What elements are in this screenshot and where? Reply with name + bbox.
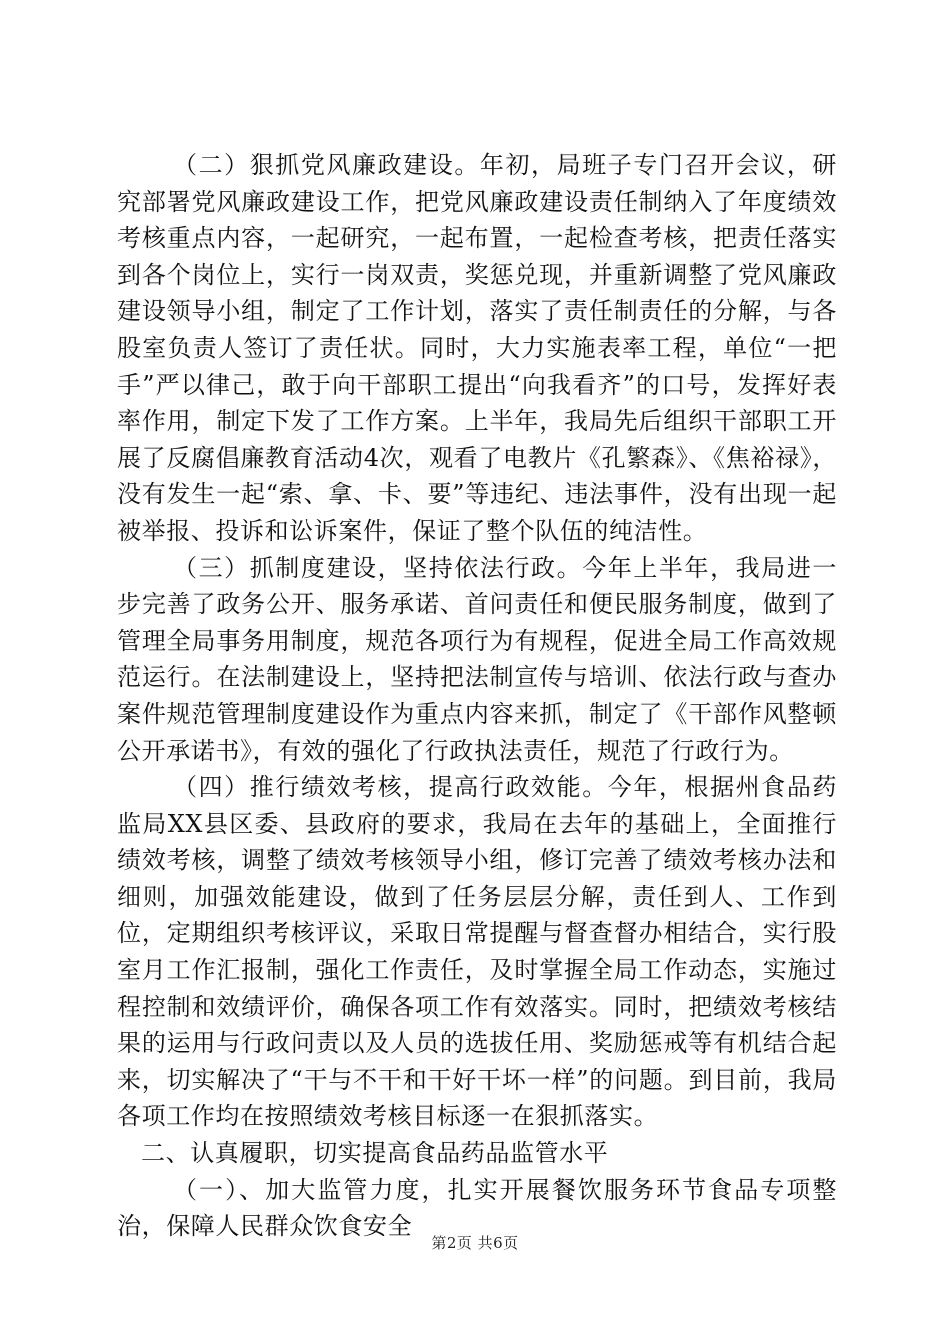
document-body [117, 147, 837, 1245]
subsection-heading-supervision: （一）、加大监管力度，扎实开展餐饮服务环节食品专项整治，保障人民群众饮食安全 [117, 1175, 837, 1241]
section-heading-duties: 二、认真履职，切实提高食品药品监管水平 [141, 1139, 609, 1168]
paragraph-institution-building: （三）抓制度建设，坚持依法行政。今年上半年，我局进一步完善了政务公开、服务承诺、首问责任和便民服务制度，做到了管理全局事务用制度，规范各项行为有规程，促进全局工作高效规范运行。在法制建设上，坚持把法制宣传与培训、依法行政与查办案件规范管理制度建设作为重点内容来抓，制定了《干部作风整顿公开承诺书》，有效的强化了行政执法责任，规范了行政行为。 [117, 553, 837, 765]
page-number-footer: 第2页 共6页 [431, 1234, 519, 1252]
paragraph-performance-assessment: （四）推行绩效考核，提高行政效能。今年，根据州食品药监局XX县区委、县政府的要求，我局在去年的基础上，全面推行绩效考核，调整了绩效考核领导小组，修订完善了绩效考核办法和细则，加强效能建设，做到了任务层层分解，责任到人、工作到位，定期组织考核评议，采取日常提醒与督查督办相结合，实行股室月工作汇报制，强化工作责任，及时掌握全局工作动态，实施过程控制和效绩评价，确保各项工作有效落实。同时，把绩效考核结果的运用与行政问责以及人员的选拔任用、奖励惩戒等有机结合起来，切实解决了“干与不干和干好干坏一样”的问题。到目前，我局各项工作均在按照绩效考核目标逐一在狠抓落实。 [117, 773, 837, 1131]
paragraph-party-conduct: （二）狠抓党风廉政建设。年初，局班子专门召开会议，研究部署党风廉政建设工作，把党风廉政建设责任制纳入了年度绩效考核重点内容，一起研究，一起布置，一起检查考核，把责任落实到各个岗位上，实行一岗双责，奖惩兑现，并重新调整了党风廉政建设领导小组，制定了工作计划，落实了责任制责任的分解，与各股室负责人签订了责任状。同时，大力实施表率工程，单位“一把手”严以律己，敢于向干部职工提出“向我看齐”的口号，发挥好表率作用，制定下发了工作方案。上半年，我局先后组织干部职工开展了反腐倡廉教育活动4次，观看了电教片《孔繁森》、《焦裕禄》，没有发生一起“索、拿、卡、要”等违纪、违法事件，没有出现一起被举报、投诉和讼诉案件，保证了整个队伍的纯洁性。 [117, 151, 837, 545]
